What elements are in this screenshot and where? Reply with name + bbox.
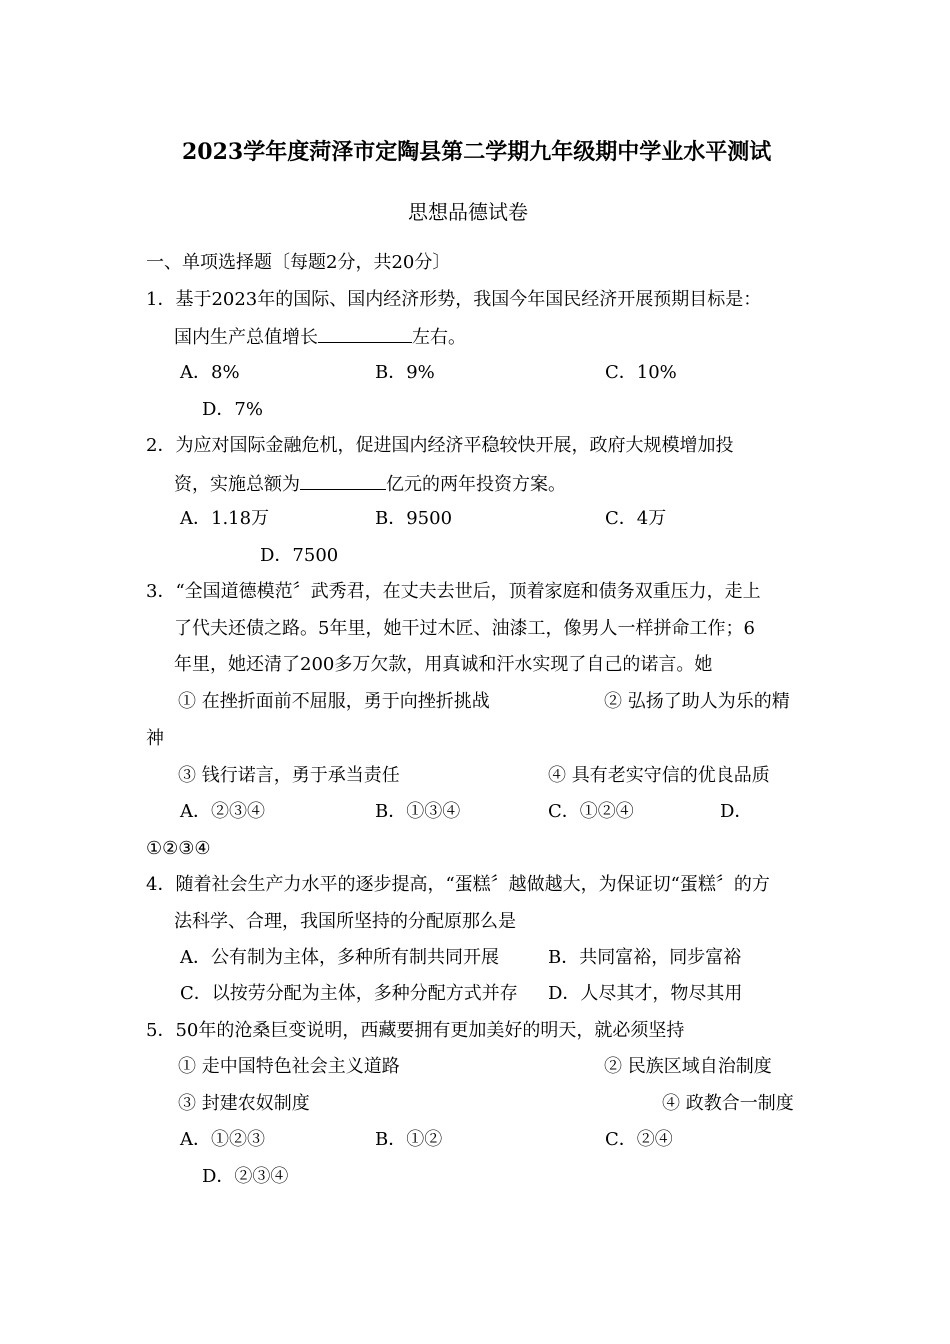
exam-title: 2023学年度菏泽市定陶县第二学期九年级期中学业水平测试 xyxy=(182,139,772,165)
q1-option-a: A．8% xyxy=(180,362,240,383)
q5-option-b: B．①② xyxy=(375,1129,443,1150)
q3-option-d-value: ①②③④ xyxy=(146,838,211,859)
q3-stem-line2: 了代夫还债之路。5年里，她干过木匠、油漆工，像男人一样拼命工作；6 xyxy=(174,618,755,639)
q5-statement-3: ③ 封建农奴制度 xyxy=(178,1093,310,1114)
q4-option-b: B．共同富裕，同步富裕 xyxy=(548,947,742,968)
q2-stem-line2 xyxy=(174,471,566,497)
q5-stem-line1: 5．50年的沧桑巨变说明，西藏要拥有更加美好的明天，就必须坚持 xyxy=(146,1020,685,1041)
q3-statement-2: ② 弘扬了助人为乐的精 xyxy=(604,691,790,712)
q3-stem-line3: 年里，她还清了200多万欠款，用真诚和汗水实现了自己的诺言。她 xyxy=(174,654,713,675)
q1-stem-line1: 1．基于2023年的国际、国内经济形势，我国今年国民经济开展预期目标是： xyxy=(146,289,762,310)
q4-option-a: A．公有制为主体，多种所有制共同开展 xyxy=(180,947,499,968)
q4-option-c: C．以按劳分配为主体，多种分配方式并存 xyxy=(180,983,518,1004)
q2-answer-blank xyxy=(300,471,386,490)
q1-stem-line2-pre: 国内生产总值增长 xyxy=(174,327,318,348)
q3-option-d-label: D． xyxy=(720,801,753,822)
q4-option-d: D．人尽其才，物尽其用 xyxy=(548,983,743,1004)
q3-statement-3: ③ 钱行诺言，勇于承当责任 xyxy=(178,765,400,786)
q2-option-d: D．7500 xyxy=(260,545,339,566)
q1-option-b: B．9% xyxy=(375,362,435,383)
q3-option-b: B．①③④ xyxy=(375,801,461,822)
q1-stem-line2 xyxy=(174,324,466,350)
q3-stem-line1: 3．“全国道德模范〞武秀君，在丈夫去世后，顶着家庭和债务双重压力，走上 xyxy=(146,581,761,602)
q2-option-a: A．1.18万 xyxy=(180,508,270,529)
q4-stem-line1: 4．随着社会生产力水平的逐步提高，“蛋糕〞越做越大，为保证切“蛋糕〞的方 xyxy=(146,874,770,895)
q5-option-d: D．②③④ xyxy=(202,1166,289,1187)
q5-option-c: C．②④ xyxy=(605,1129,673,1150)
q1-stem-line2-post: 左右。 xyxy=(412,327,466,348)
q5-statement-1: ① 走中国特色社会主义道路 xyxy=(178,1056,400,1077)
q2-option-c: C．4万 xyxy=(605,508,667,529)
q3-statement-1: ① 在挫折面前不屈服，勇于向挫折挑战 xyxy=(178,691,490,712)
q2-stem-line2-pre: 资，实施总额为 xyxy=(174,474,300,495)
q2-option-b: B．9500 xyxy=(375,508,453,529)
q2-stem-line2-post: 亿元的两年投资方案。 xyxy=(386,474,566,495)
q5-option-a: A．①②③ xyxy=(180,1129,265,1150)
q3-option-a: A．②③④ xyxy=(180,801,265,822)
q1-option-c: C．10% xyxy=(605,362,677,383)
exam-subtitle: 思想品德试卷 xyxy=(408,200,528,224)
q5-statement-2: ② 民族区域自治制度 xyxy=(604,1056,772,1077)
section-heading: 一、单项选择题〔每题2分，共20分〕 xyxy=(146,252,451,273)
q1-option-d: D．7% xyxy=(202,399,263,420)
q4-stem-line2: 法科学、合理，我国所坚持的分配原那么是 xyxy=(174,911,516,932)
q3-option-c: C．①②④ xyxy=(548,801,634,822)
q3-statement-2-cont: 神 xyxy=(146,728,164,749)
q3-statement-4: ④ 具有老实守信的优良品质 xyxy=(548,765,770,786)
q5-statement-4: ④ 政教合一制度 xyxy=(662,1093,794,1114)
q2-stem-line1: 2．为应对国际金融危机，促进国内经济平稳较快开展，政府大规模增加投 xyxy=(146,435,734,456)
q1-answer-blank xyxy=(318,324,412,343)
